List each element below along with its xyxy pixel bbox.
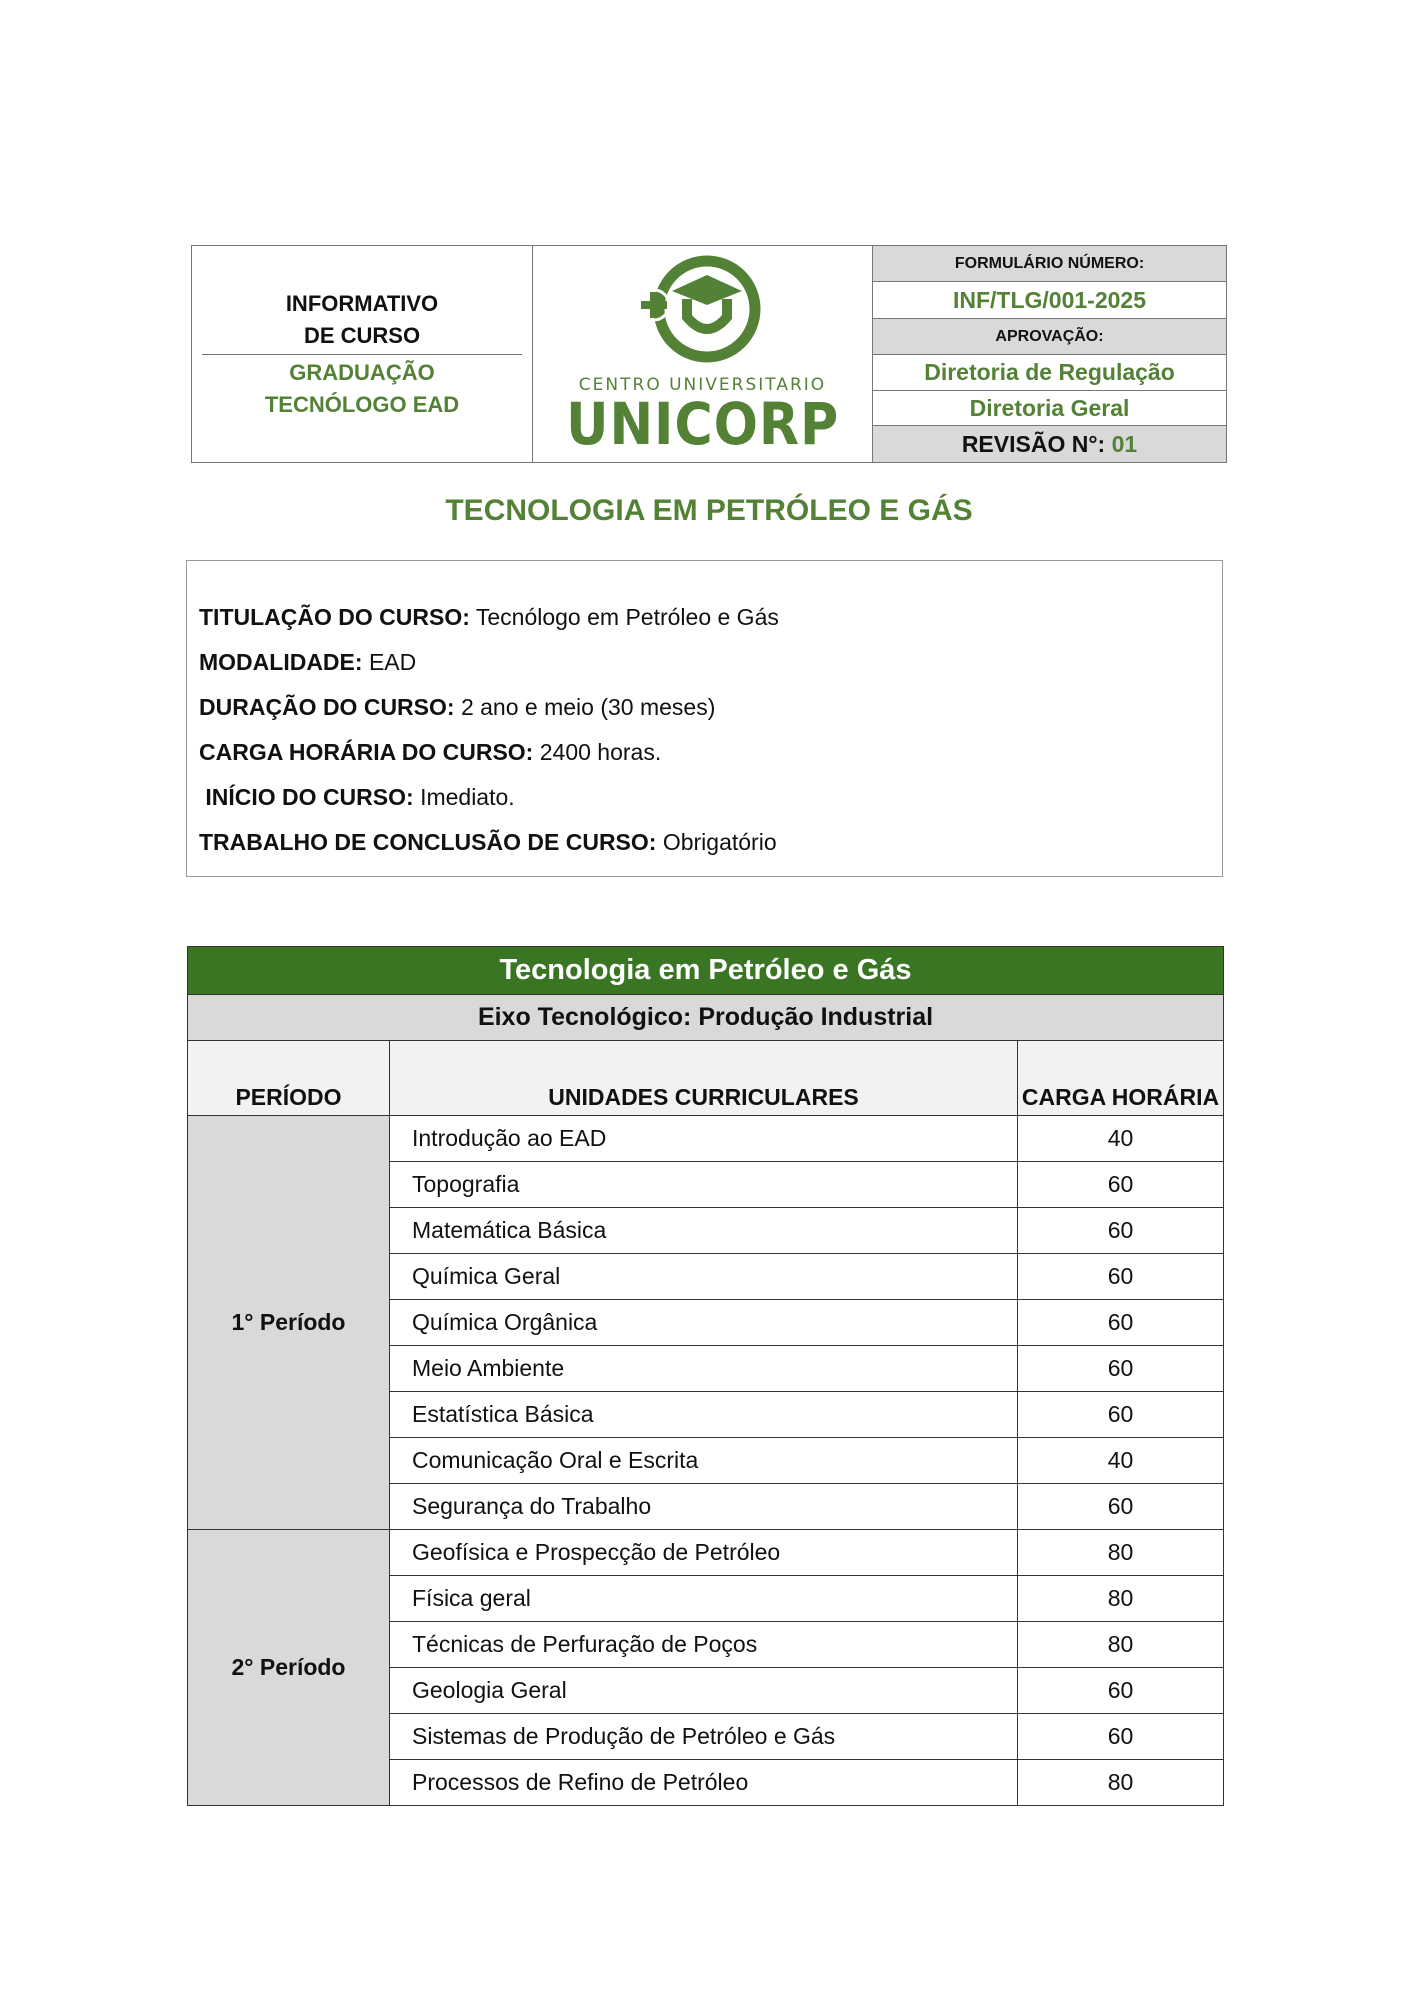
table-row <box>188 1530 1224 1576</box>
hours-cell: 60 <box>1018 1346 1224 1392</box>
logo-cell <box>533 246 873 462</box>
subject-cell: Topografia <box>390 1162 1018 1208</box>
doc-level-line2: TECNÓLOGO EAD <box>264 391 460 417</box>
subject-cell: Meio Ambiente <box>390 1346 1018 1392</box>
revision-row <box>873 426 1226 462</box>
table-header-row <box>188 1041 1224 1116</box>
table-subtitle: Eixo Tecnológico: Produção Industrial <box>188 995 1224 1041</box>
form-metadata-cell <box>873 246 1226 462</box>
form-header <box>191 245 1227 463</box>
doc-type-line2: DE CURSO <box>303 322 421 348</box>
hours-cell: 60 <box>1018 1162 1224 1208</box>
approval-label: APROVAÇÃO: <box>873 319 1226 355</box>
info-row-tcc <box>199 820 1222 865</box>
column-header-units: UNIDADES CURRICULARES <box>390 1041 1018 1116</box>
table-subtitle-row <box>188 995 1224 1041</box>
info-label: TITULAÇÃO DO CURSO: <box>199 604 470 630</box>
table-row <box>188 1116 1224 1162</box>
hours-cell: 60 <box>1018 1254 1224 1300</box>
subject-cell: Química Orgânica <box>390 1300 1018 1346</box>
hours-cell: 60 <box>1018 1484 1224 1530</box>
info-value: Tecnólogo em Petróleo e Gás <box>475 604 779 630</box>
hours-cell: 60 <box>1018 1300 1224 1346</box>
graduation-cap-logo-icon <box>637 255 767 367</box>
info-row-title <box>199 595 1222 640</box>
subject-cell: Geologia Geral <box>390 1668 1018 1714</box>
info-value: 2 ano e meio (30 meses) <box>460 694 716 720</box>
period-cell: 2° Período <box>188 1530 390 1806</box>
hours-cell: 60 <box>1018 1392 1224 1438</box>
info-value: Obrigatório <box>662 829 777 855</box>
info-row-modality <box>199 640 1222 685</box>
hours-cell: 80 <box>1018 1530 1224 1576</box>
subject-cell: Técnicas de Perfuração de Poços <box>390 1622 1018 1668</box>
approval-general: Diretoria Geral <box>873 391 1226 426</box>
period-cell: 1° Período <box>188 1116 390 1530</box>
subject-cell: Segurança do Trabalho <box>390 1484 1018 1530</box>
subject-cell: Processos de Refino de Petróleo <box>390 1760 1018 1806</box>
table-title-row <box>188 947 1224 995</box>
hours-cell: 80 <box>1018 1760 1224 1806</box>
info-label: CARGA HORÁRIA DO CURSO: <box>199 739 534 765</box>
curriculum-table <box>187 946 1224 1806</box>
info-label: DURAÇÃO DO CURSO: <box>199 694 455 720</box>
hours-cell: 40 <box>1018 1438 1224 1484</box>
subject-cell: Estatística Básica <box>390 1392 1018 1438</box>
document-type-cell <box>192 246 533 462</box>
subject-cell: Química Geral <box>390 1254 1018 1300</box>
info-row-start <box>199 775 1222 820</box>
logo-subtitle: CENTRO UNIVERSITARIO <box>578 375 827 395</box>
info-row-workload <box>199 730 1222 775</box>
course-title: TECNOLOGIA EM PETRÓLEO E GÁS <box>445 494 973 527</box>
form-number-value: INF/TLG/001-2025 <box>873 282 1226 319</box>
hours-cell: 80 <box>1018 1576 1224 1622</box>
unicorp-logo <box>551 255 854 458</box>
doc-level-line1: GRADUAÇÃO <box>289 359 435 385</box>
form-number-label: FORMULÁRIO NÚMERO: <box>873 246 1226 282</box>
approval-regulation: Diretoria de Regulação <box>873 355 1226 391</box>
info-value: 2400 horas. <box>539 739 662 765</box>
divider <box>202 354 522 355</box>
table-title: Tecnologia em Petróleo e Gás <box>188 947 1224 995</box>
subject-cell: Geofísica e Prospecção de Petróleo <box>390 1530 1018 1576</box>
subject-cell: Física geral <box>390 1576 1018 1622</box>
column-header-period: PERÍODO <box>188 1041 390 1116</box>
subject-cell: Matemática Básica <box>390 1208 1018 1254</box>
hours-cell: 80 <box>1018 1622 1224 1668</box>
course-info-box <box>186 560 1223 877</box>
revision-label: REVISÃO N°: <box>961 430 1106 457</box>
logo-name: UNICORP <box>566 390 839 458</box>
doc-type-line1: INFORMATIVO <box>285 290 439 316</box>
info-label: MODALIDADE: <box>199 649 363 675</box>
column-header-hours: CARGA HORÁRIA <box>1018 1041 1224 1116</box>
info-label: TRABALHO DE CONCLUSÃO DE CURSO: <box>199 829 657 855</box>
hours-cell: 60 <box>1018 1208 1224 1254</box>
subject-cell: Comunicação Oral e Escrita <box>390 1438 1018 1484</box>
hours-cell: 60 <box>1018 1714 1224 1760</box>
info-label: INÍCIO DO CURSO: <box>205 784 414 810</box>
subject-cell: Introdução ao EAD <box>390 1116 1018 1162</box>
info-row-duration <box>199 685 1222 730</box>
info-value: EAD <box>368 649 417 675</box>
revision-value: 01 <box>1111 430 1138 457</box>
hours-cell: 40 <box>1018 1116 1224 1162</box>
subject-cell: Sistemas de Produção de Petróleo e Gás <box>390 1714 1018 1760</box>
info-value: Imediato. <box>420 784 515 810</box>
hours-cell: 60 <box>1018 1668 1224 1714</box>
